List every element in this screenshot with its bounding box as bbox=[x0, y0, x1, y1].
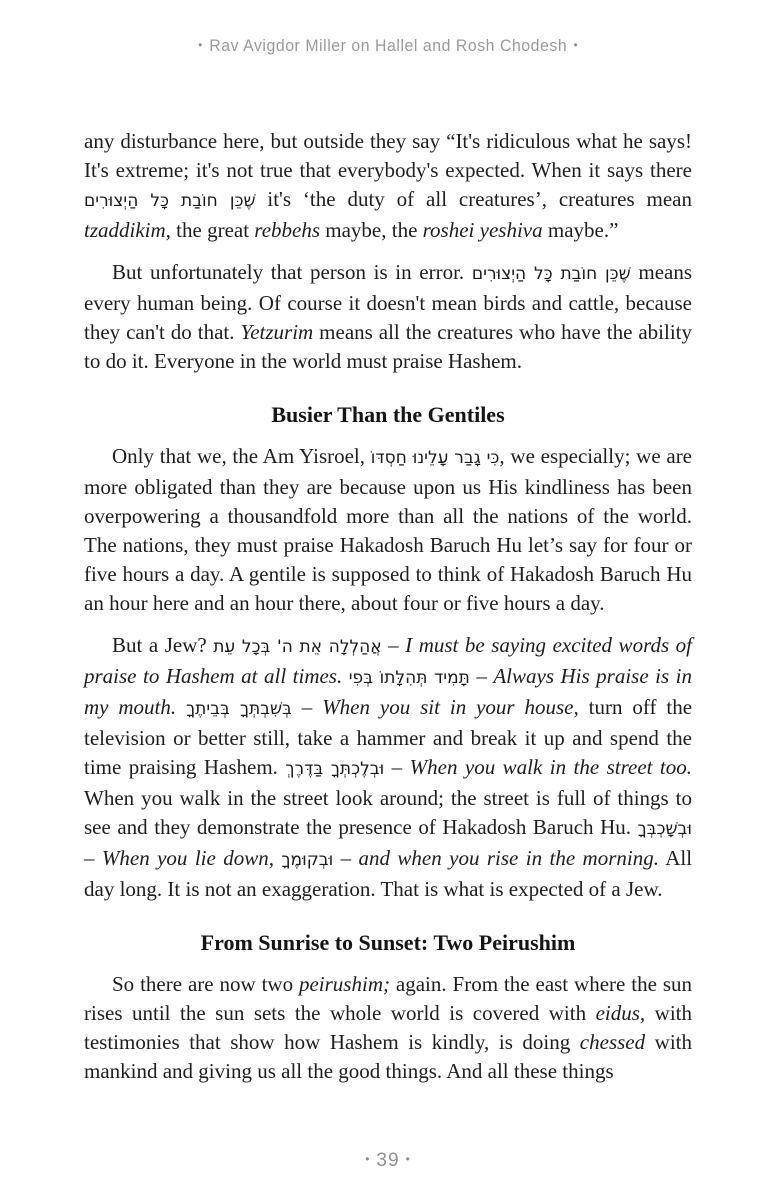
italic-text: rebbehs bbox=[254, 218, 321, 242]
body-paragraph bbox=[84, 127, 692, 245]
text-run: Only that we, the Am Yisroel, bbox=[112, 444, 371, 468]
text-run: – bbox=[291, 695, 323, 719]
text-run: , we especially; we are more obligated than they are because upon us His kindliness has been overpowering a thousandfold more than all the nations of the world. The nations, they must praise Hakadosh Baruch Hu let’s say for four or five hours a day. A gentile is supposed to think of Hakadosh Baruch Hu an hour here and an hour there, about four or five hours a day. bbox=[84, 444, 693, 615]
italic-text: I must be saying excited words of praise to Hashem at all times. bbox=[84, 633, 692, 688]
hebrew-text: וּבְשָׁכְבְּךָ bbox=[637, 819, 692, 839]
italic-text: When you lie down, bbox=[101, 846, 274, 870]
text-run: any disturbance here, but outside they say “It's ridiculous what he says! It's extreme; it's not true that everybody's expected. When it says there bbox=[84, 129, 692, 182]
text-run: – bbox=[381, 633, 406, 657]
italic-text: and when you rise in the morning. bbox=[358, 846, 659, 870]
header-dot-right: • bbox=[573, 38, 578, 52]
italic-text: When you sit in your house, bbox=[322, 695, 579, 719]
hebrew-text: שֶׁכֵּן חוֹבַת כָּל הַיְצוּרִים bbox=[84, 191, 256, 211]
italic-text: When you walk in the street too. bbox=[409, 755, 693, 779]
text-run: means every human being. Of course it doesn't mean birds and cattle, because they can't do that. bbox=[84, 260, 693, 344]
hebrew-text: תָּמִיד תְּהִלָּתוֹ בְּפִי bbox=[348, 668, 470, 688]
italic-text: peirushim; bbox=[298, 972, 390, 996]
text-run: the great bbox=[170, 218, 255, 242]
body-paragraph bbox=[84, 442, 692, 618]
text-run bbox=[176, 695, 186, 719]
text-run: maybe.” bbox=[542, 218, 619, 242]
italic-text: Yetzurim bbox=[240, 320, 314, 344]
hebrew-text: אֲהַלְלָה אֵת ה' בְּכָל עֵת bbox=[213, 637, 382, 657]
folio-dot-left: • bbox=[365, 1152, 371, 1166]
text-run: – bbox=[333, 846, 359, 870]
section-heading: From Sunrise to Sunset: Two Peirushim bbox=[200, 930, 576, 955]
text-run: turn off the television or better still, take a hammer and break it up and spend the time praising Hashem. bbox=[84, 695, 693, 779]
running-header-title: Rav Avigdor Miller on Hallel and Rosh Chodesh bbox=[209, 36, 567, 55]
text-run: means all the creatures who have the ability to do it. Everyone in the world must praise Hashem. bbox=[84, 320, 692, 373]
body-paragraph bbox=[84, 258, 692, 376]
text-run: maybe, the bbox=[320, 218, 423, 242]
body-paragraph bbox=[84, 970, 692, 1086]
page-number: 39 bbox=[376, 1150, 400, 1171]
running-header-text bbox=[192, 36, 585, 56]
hebrew-text: וּבְלֶכְתְּךָ בַּדֶּרֶךְ bbox=[285, 759, 385, 779]
hebrew-text: שֶׁכֵּן חוֹבַת כָּל הַיְצוּרִים bbox=[471, 264, 631, 284]
hebrew-text: כִּי גָבַר עָלֵינוּ חַסְדּוֹ bbox=[370, 448, 500, 468]
italic-text: chessed bbox=[579, 1030, 646, 1054]
text-run: it's ‘the duty of all creatures’, creatures mean bbox=[255, 187, 692, 211]
text-run: with mankind and giving us all the good things. And all these things bbox=[84, 1030, 692, 1083]
text-run: But a Jew? bbox=[112, 633, 214, 657]
italic-text: roshei yeshiva bbox=[422, 218, 543, 242]
hebrew-text: וּבְקוּמֶךָ bbox=[281, 850, 334, 870]
hebrew-text: בְּשִׁבְתְּךָ בְּבֵיתֶךָ bbox=[186, 699, 292, 719]
text-run: When you walk in the street look around; the street is full of things to see and they demonstrate the presence of Hakadosh Baruch Hu. bbox=[84, 786, 692, 839]
italic-text: tzaddikim, bbox=[84, 218, 171, 242]
header-dot-left: • bbox=[198, 38, 203, 52]
text-run: All day long. It is not an exaggeration. That is what is expected of a Jew. bbox=[84, 846, 693, 901]
running-header bbox=[0, 36, 776, 56]
text-run: But unfortunately that person is in error. bbox=[112, 260, 472, 284]
folio-dot-right: • bbox=[405, 1152, 411, 1166]
text-run: – bbox=[469, 664, 494, 688]
italic-text: eidus, bbox=[595, 1001, 646, 1025]
text-run: – bbox=[384, 755, 410, 779]
section-heading: Busier Than the Gentiles bbox=[271, 402, 505, 427]
text-run: with testimonies that show how Hashem is kindly, is doing bbox=[84, 1001, 692, 1054]
text-run: So there are now two bbox=[112, 972, 299, 996]
page-footer bbox=[0, 1150, 776, 1172]
page-body bbox=[84, 127, 692, 1086]
text-run: – bbox=[84, 846, 102, 870]
body-paragraph bbox=[84, 631, 692, 904]
italic-text: Always His praise is in my mouth. bbox=[84, 664, 693, 719]
text-run: again. From the east where the sun rises until the sun sets the whole world is covered with bbox=[84, 972, 692, 1025]
